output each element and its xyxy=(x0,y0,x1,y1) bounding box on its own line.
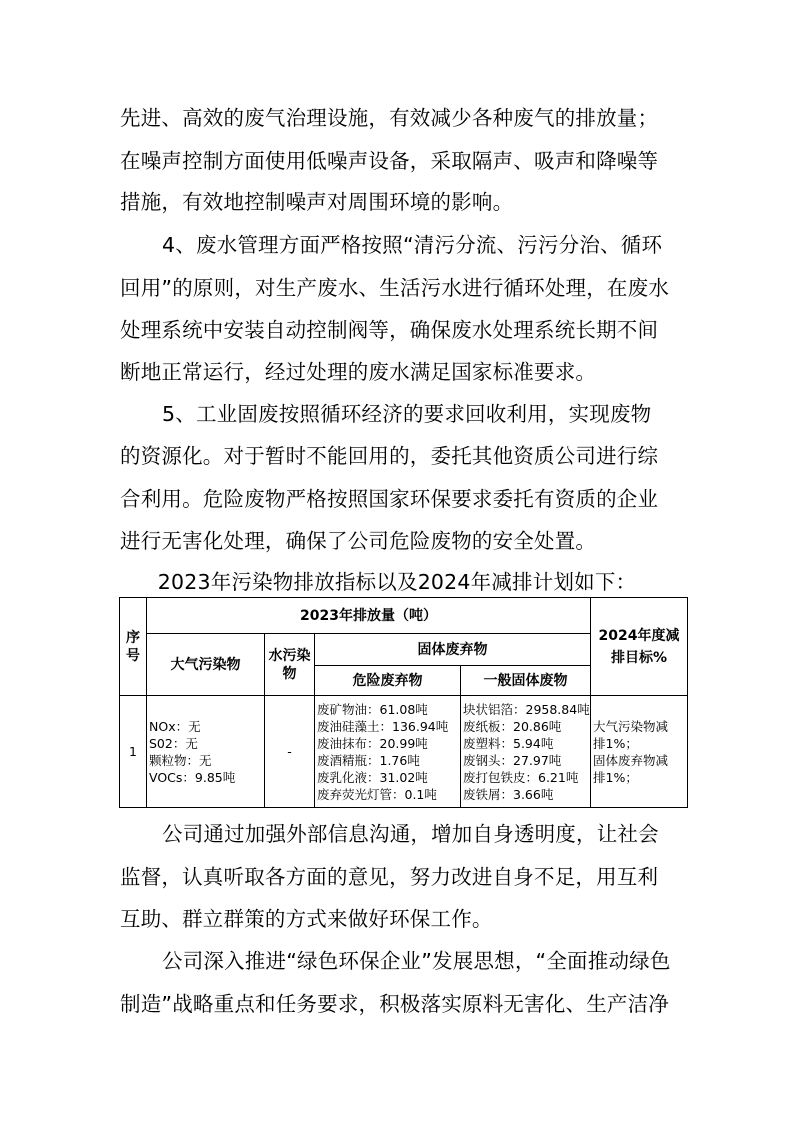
water-pollutants-cell: - xyxy=(265,696,315,808)
table-caption: 2023年污染物排放指标以及2024年减排计划如下： xyxy=(157,570,637,594)
hazardous-item: 废油抹布：20.99吨 xyxy=(317,735,428,751)
hazardous-item: 废油硅藻土：136.94吨 xyxy=(317,718,449,734)
target-line: 排1%； xyxy=(593,769,638,785)
hazardous-waste-cell xyxy=(315,696,461,808)
paragraph-line: 措施，有效地控制噪声对周围环境的影响。 xyxy=(120,190,514,214)
target-line: 排1%； xyxy=(593,735,638,751)
paragraph-line: 的资源化。对于暂时不能回用的，委托其他资质公司进行综 xyxy=(120,444,659,468)
header-solid: 固体废弃物 xyxy=(315,634,591,666)
general-item: 废铁屑：3.66吨 xyxy=(463,786,554,802)
general-item: 块状铝箔：2958.84吨 xyxy=(463,701,590,717)
general-item: 废打包铁皮：6.21吨 xyxy=(463,769,579,785)
hazardous-item: 废矿物油：61.08吨 xyxy=(317,701,428,717)
target-cell xyxy=(591,696,688,808)
paragraph-line: 进行无害化处理，确保了公司危险废物的安全处置。 xyxy=(120,529,597,553)
paragraph-line: 互助、群立群策的方式来做好环保工作。 xyxy=(120,907,493,931)
target-line: 大气污染物减 xyxy=(593,718,669,734)
row-seq: 1 xyxy=(120,696,147,808)
header-target-2024: 2024年度减排目标% xyxy=(591,598,688,696)
header-water: 水污染物 xyxy=(265,634,315,696)
paragraph-line: 断地正常运行，经过处理的废水满足国家标准要求。 xyxy=(120,360,597,384)
air-item: S02：无 xyxy=(149,735,198,751)
air-item: VOCs：9.85吨 xyxy=(149,769,236,785)
header-emission-2023: 2023年排放量（吨） xyxy=(147,598,591,634)
header-seq: 序号 xyxy=(120,598,147,696)
hazardous-item: 废乳化液：31.02吨 xyxy=(317,769,428,785)
general-item: 废纸板：20.86吨 xyxy=(463,718,562,734)
header-hazardous: 危险废弃物 xyxy=(315,666,461,696)
paragraph-line: 在噪声控制方面使用低噪声设备，采取隔声、吸声和降噪等 xyxy=(120,149,659,173)
paragraph-line: 回用”的原则，对生产废水、生活污水进行循环处理，在废水 xyxy=(120,276,670,300)
paragraph-line: 合利用。危险废物严格按照国家环保要求委托有资质的企业 xyxy=(120,487,659,511)
general-item: 废钢头：27.97吨 xyxy=(463,752,562,768)
emissions-table xyxy=(119,597,688,808)
paragraph-line: 5、工业固废按照循环经济的要求回收利用，实现废物 xyxy=(162,402,652,426)
paragraph-line: 监督，认真听取各方面的意见，努力改进自身不足，用互利 xyxy=(120,865,659,889)
hazardous-item: 废酒精瓶：1.76吨 xyxy=(317,752,420,768)
header-air: 大气污染物 xyxy=(147,634,265,696)
air-item: 颗粒物：无 xyxy=(149,752,212,768)
air-pollutants-cell xyxy=(147,696,265,808)
paragraph-line: 先进、高效的废气治理设施，有效减少各种废气的排放量； xyxy=(120,106,659,130)
header-general: 一般固体废物 xyxy=(461,666,591,696)
paragraph-line: 公司深入推进“绿色环保企业”发展思想，“全面推动绿色 xyxy=(162,949,671,973)
paragraph-line: 公司通过加强外部信息沟通，增加自身透明度，让社会 xyxy=(162,822,659,846)
general-item: 废塑料：5.94吨 xyxy=(463,735,554,751)
target-line: 固体废弃物减 xyxy=(593,752,669,768)
paragraph-line: 处理系统中安装自动控制阀等，确保废水处理系统长期不间 xyxy=(120,318,659,342)
paragraph-line: 4、废水管理方面严格按照“清污分流、污污分治、循环 xyxy=(162,233,663,257)
hazardous-item: 废弃荧光灯管：0.1吨 xyxy=(317,786,437,802)
air-item: NOx：无 xyxy=(149,718,201,734)
paragraph-line: 制造”战略重点和任务要求，积极落实原料无害化、生产洁净 xyxy=(120,992,670,1016)
general-waste-cell xyxy=(461,696,591,808)
